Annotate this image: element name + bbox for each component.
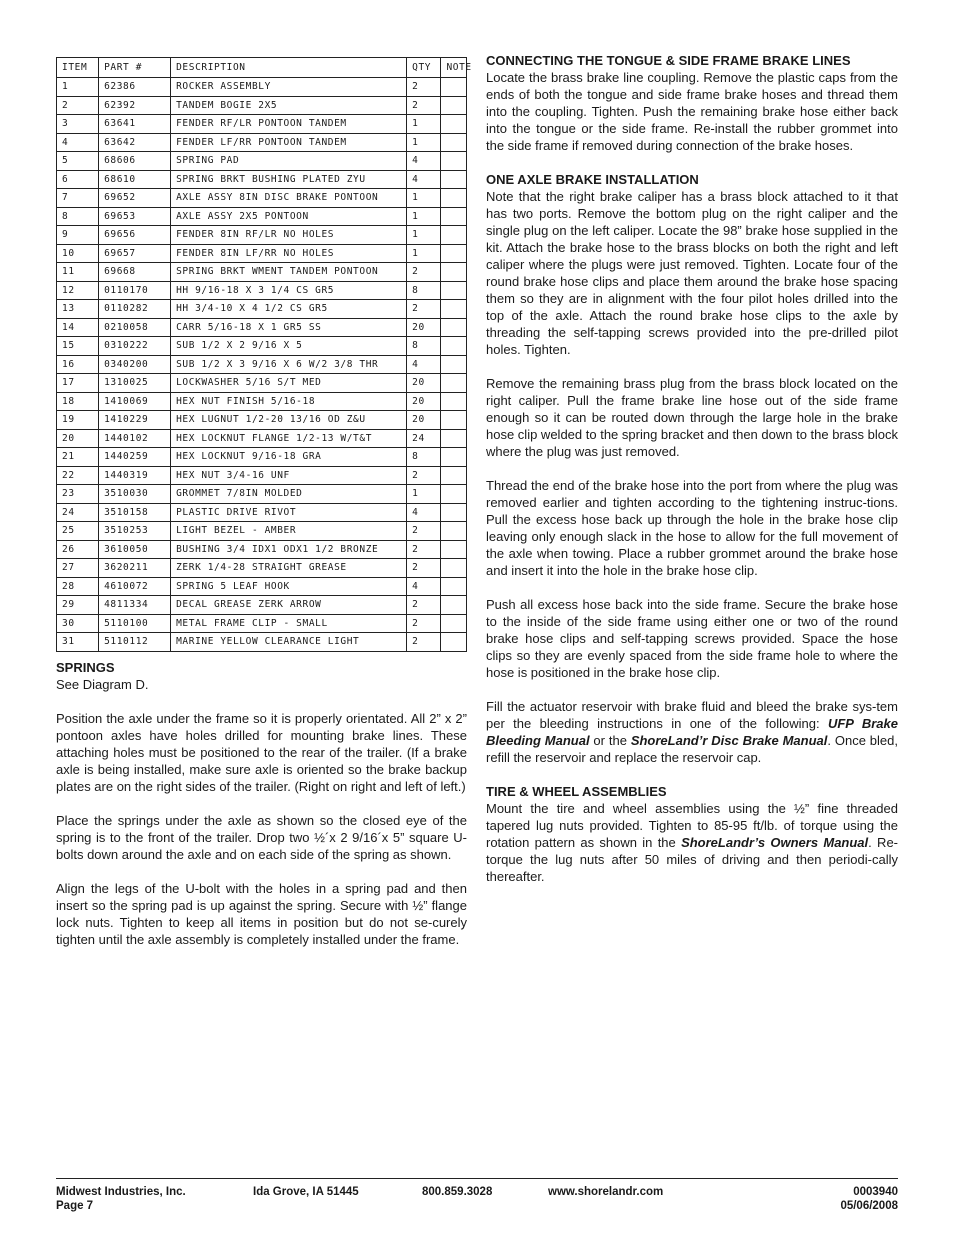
part-number-cell: 0110282 xyxy=(99,300,171,319)
table-row xyxy=(57,263,467,282)
description-cell: FENDER LF/RR PONTOON TANDEM xyxy=(171,133,407,152)
footer-company: Midwest Industries, Inc. xyxy=(56,1186,186,1198)
parts-table xyxy=(56,57,472,652)
springs-paragraph-3: Align the legs of the U-bolt with the holes in a spring pad and then insert so the spring pad is up against the spring. Secure with ½” flange lock nuts. Tighten to keep all items in position but do not se-curely tighten until the axle assembly is completely installed under the frame. xyxy=(56,881,467,947)
table-row xyxy=(57,337,467,356)
table-row xyxy=(57,300,467,319)
item-cell: 2 xyxy=(57,96,99,115)
one-axle-paragraph-3: Thread the end of the brake hose into the port from where the plug was removed earlier and tighten according to the tightening instruc-tions. Pull the excess hose back up through the hole in the brake hose clip leaving only enough slack in the hose to allow for the full movement of the axle when towing. Place a rubber grommet around the brake hose and insert it into the hole in the brake hose clip. xyxy=(486,478,898,578)
note-cell xyxy=(441,355,467,374)
table-row xyxy=(57,226,467,245)
table-row xyxy=(57,207,467,226)
table-row xyxy=(57,577,467,596)
table-row xyxy=(57,170,467,189)
item-cell: 11 xyxy=(57,263,99,282)
footer-city: Ida Grove, IA 51445 xyxy=(253,1186,359,1198)
item-cell: 23 xyxy=(57,485,99,504)
qty-cell: 2 xyxy=(407,614,441,633)
part-number-cell: 3510253 xyxy=(99,522,171,541)
note-cell xyxy=(441,207,467,226)
springs-heading: SPRINGS xyxy=(56,660,115,675)
description-cell: GROMMET 7/8IN MOLDED xyxy=(171,485,407,504)
qty-cell: 4 xyxy=(407,503,441,522)
table-row xyxy=(57,281,467,300)
part-number-cell: 1410069 xyxy=(99,392,171,411)
brake-lines-heading: CONNECTING THE TONGUE & SIDE FRAME BRAKE LINES xyxy=(486,53,851,68)
left-text-column xyxy=(56,659,467,965)
owners-manual-title: ShoreLandr’s Owners Manual xyxy=(681,835,869,850)
qty-cell: 2 xyxy=(407,78,441,97)
qty-cell: 20 xyxy=(407,411,441,430)
item-cell: 30 xyxy=(57,614,99,633)
springs-see-diagram: See Diagram D. xyxy=(56,677,149,692)
table-row xyxy=(57,244,467,263)
part-number-cell: 3510030 xyxy=(99,485,171,504)
footer-doc-block xyxy=(840,1185,898,1213)
item-cell: 8 xyxy=(57,207,99,226)
note-cell xyxy=(441,133,467,152)
qty-cell: 1 xyxy=(407,115,441,134)
table-row xyxy=(57,133,467,152)
qty-cell: 8 xyxy=(407,281,441,300)
note-cell xyxy=(441,614,467,633)
column-header-qty: QTY xyxy=(407,58,441,78)
one-axle-brake-heading: ONE AXLE BRAKE INSTALLATION xyxy=(486,172,699,187)
table-row xyxy=(57,96,467,115)
item-cell: 16 xyxy=(57,355,99,374)
description-cell: SPRING PAD xyxy=(171,152,407,171)
table-row xyxy=(57,485,467,504)
bleeding-text-c: or the xyxy=(589,733,631,748)
part-number-cell: 69652 xyxy=(99,189,171,208)
description-cell: BUSHING 3/4 IDX1 ODX1 1/2 BRONZE xyxy=(171,540,407,559)
note-cell xyxy=(441,115,467,134)
part-number-cell: 1440319 xyxy=(99,466,171,485)
part-number-cell: 63641 xyxy=(99,115,171,134)
note-cell xyxy=(441,337,467,356)
note-cell xyxy=(441,318,467,337)
description-cell: TANDEM BOGIE 2X5 xyxy=(171,96,407,115)
item-cell: 10 xyxy=(57,244,99,263)
table-header-row xyxy=(57,58,467,78)
part-number-cell: 4610072 xyxy=(99,577,171,596)
qty-cell: 2 xyxy=(407,466,441,485)
part-number-cell: 3620211 xyxy=(99,559,171,578)
part-number-cell: 0210058 xyxy=(99,318,171,337)
description-cell: SPRING BRKT WMENT TANDEM PONTOON xyxy=(171,263,407,282)
note-cell xyxy=(441,189,467,208)
description-cell: MARINE YELLOW CLEARANCE LIGHT xyxy=(171,633,407,652)
note-cell xyxy=(441,448,467,467)
note-cell xyxy=(441,577,467,596)
note-cell xyxy=(441,244,467,263)
qty-cell: 2 xyxy=(407,263,441,282)
part-number-cell: 69657 xyxy=(99,244,171,263)
item-cell: 1 xyxy=(57,78,99,97)
table-row xyxy=(57,503,467,522)
item-cell: 29 xyxy=(57,596,99,615)
item-cell: 22 xyxy=(57,466,99,485)
item-cell: 24 xyxy=(57,503,99,522)
column-header-item: ITEM xyxy=(57,58,99,78)
one-axle-paragraph-4: Push all excess hose back into the side frame. Secure the brake hose to the inside of the side frame using either one or two of the round brake hose clips and self-tapping screws provided. Space the hose clips so they are evenly spaced from the side frame hole to where the hose is positioned in the brake hose clip. xyxy=(486,597,898,680)
note-cell xyxy=(441,96,467,115)
note-cell xyxy=(441,633,467,652)
item-cell: 31 xyxy=(57,633,99,652)
bleeding-text-e: . Once bled, refill the reservoir and replace the reservoir cap. xyxy=(486,733,898,765)
description-cell: HH 3/4-10 X 4 1/2 CS GR5 xyxy=(171,300,407,319)
description-cell: AXLE ASSY 2X5 PONTOON xyxy=(171,207,407,226)
item-cell: 27 xyxy=(57,559,99,578)
description-cell: SPRING 5 LEAF HOOK xyxy=(171,577,407,596)
part-number-cell: 62386 xyxy=(99,78,171,97)
table-row xyxy=(57,152,467,171)
tire-text-a: Mount the tire and wheel assemblies using the ½” fine threaded tapered lug nuts provided. Tighten to 85-95 ft/lb. of torque using the rotation pattern as shown in the xyxy=(486,801,898,850)
one-axle-paragraph-2: Remove the remaining brass plug from the brass block located on the right caliper. Pull the frame brake line hose out of the side frame enough so it can be routed down through the large hole in the brake hose clip welded to the spring bracket and then down to the brass block where the plug was just removed. xyxy=(486,376,898,459)
description-cell: CARR 5/16-18 X 1 GR5 SS xyxy=(171,318,407,337)
note-cell xyxy=(441,596,467,615)
qty-cell: 20 xyxy=(407,392,441,411)
description-cell: LIGHT BEZEL - AMBER xyxy=(171,522,407,541)
table-row xyxy=(57,596,467,615)
description-cell: LOCKWASHER 5/16 S/T MED xyxy=(171,374,407,393)
item-cell: 13 xyxy=(57,300,99,319)
note-cell xyxy=(441,300,467,319)
one-axle-paragraph-1: Note that the right brake caliper has a brass block attached to it that has two ports. Remove the bottom plug on the right caliper and the single plug on the left caliper. Locate the 98” brake hose supplied in the kit. Attach the brake hose to the brass blocks on both the right and left caliper where the plugs were just removed. Tighten. Locate four of the round brake hose clips and place them around the brake hose spacing them so they are in alignment with the four pilot holes drilled into the top of the axle. Attach the round brake hose clips to the axle by threading the self-tapping screws provided into the pre-drilled pilot holes. Tighten. xyxy=(486,189,898,357)
description-cell: FENDER 8IN LF/RR NO HOLES xyxy=(171,244,407,263)
part-number-cell: 0310222 xyxy=(99,337,171,356)
bleeding-paragraph xyxy=(486,698,898,766)
description-cell: PLASTIC DRIVE RIVOT xyxy=(171,503,407,522)
part-number-cell: 3610050 xyxy=(99,540,171,559)
description-cell: HEX NUT 3/4-16 UNF xyxy=(171,466,407,485)
qty-cell: 2 xyxy=(407,522,441,541)
qty-cell: 20 xyxy=(407,374,441,393)
item-cell: 19 xyxy=(57,411,99,430)
footer-company-block xyxy=(56,1185,186,1213)
springs-paragraph-2: Place the springs under the axle as shown so the closed eye of the spring is to the front of the trailer. Drop two ½´x 2 9/16´x 5” square U-bolts down around the axle and on each side of the spring as shown. xyxy=(56,813,467,862)
note-cell xyxy=(441,429,467,448)
table-row xyxy=(57,614,467,633)
part-number-cell: 62392 xyxy=(99,96,171,115)
footer-website: www.shorelandr.com xyxy=(548,1186,664,1198)
qty-cell: 1 xyxy=(407,189,441,208)
note-cell xyxy=(441,281,467,300)
table-row xyxy=(57,411,467,430)
table-row xyxy=(57,115,467,134)
part-number-cell: 4811334 xyxy=(99,596,171,615)
tire-wheel-heading: TIRE & WHEEL ASSEMBLIES xyxy=(486,784,667,799)
footer-phone: 800.859.3028 xyxy=(422,1186,493,1198)
footer-doc-number: 0003940 xyxy=(853,1186,898,1198)
description-cell: METAL FRAME CLIP - SMALL xyxy=(171,614,407,633)
column-header-note: NOTE xyxy=(441,58,467,78)
qty-cell: 2 xyxy=(407,633,441,652)
brake-lines-paragraph: Locate the brass brake line coupling. Remove the plastic caps from the ends of both the tongue and side frame brake hoses and thread them into the coupling. Tighten. Push the remaining brake hose either back into the tongue or the side frame. Re-install the rubber grommet into the side frame if removed during connection of the brake hoses. xyxy=(486,70,898,153)
item-cell: 26 xyxy=(57,540,99,559)
note-cell xyxy=(441,411,467,430)
tire-text-c: . Re-torque the lug nuts after 50 miles of driving and then periodi-cally thereafter. xyxy=(486,835,899,884)
description-cell: FENDER RF/LR PONTOON TANDEM xyxy=(171,115,407,134)
note-cell xyxy=(441,152,467,171)
item-cell: 4 xyxy=(57,133,99,152)
table-row xyxy=(57,355,467,374)
item-cell: 28 xyxy=(57,577,99,596)
qty-cell: 8 xyxy=(407,448,441,467)
note-cell xyxy=(441,540,467,559)
table-row xyxy=(57,522,467,541)
description-cell: SUB 1/2 X 2 9/16 X 5 xyxy=(171,337,407,356)
qty-cell: 2 xyxy=(407,300,441,319)
item-cell: 7 xyxy=(57,189,99,208)
qty-cell: 4 xyxy=(407,170,441,189)
table-row xyxy=(57,540,467,559)
springs-paragraph-1: Position the axle under the frame so it is properly orientated. All 2” x 2” pontoon axles have holes drilled for mounting brake lines. These attaching holes must be positioned to the rear of the trailer. (If a brake axle is being installed, make sure axle is oriented so the brake backup plates are on the right sides of the trailer. (Right on right and left of left.) xyxy=(56,711,467,794)
note-cell xyxy=(441,466,467,485)
qty-cell: 4 xyxy=(407,152,441,171)
description-cell: ZERK 1/4-28 STRAIGHT GREASE xyxy=(171,559,407,578)
qty-cell: 1 xyxy=(407,207,441,226)
qty-cell: 1 xyxy=(407,226,441,245)
part-number-cell: 0110170 xyxy=(99,281,171,300)
description-cell: HH 9/16-18 X 3 1/4 CS GR5 xyxy=(171,281,407,300)
item-cell: 20 xyxy=(57,429,99,448)
footer-date: 05/06/2008 xyxy=(840,1200,898,1212)
table-row xyxy=(57,448,467,467)
table-row xyxy=(57,318,467,337)
qty-cell: 8 xyxy=(407,337,441,356)
item-cell: 18 xyxy=(57,392,99,411)
description-cell: SUB 1/2 X 3 9/16 X 6 W/2 3/8 THR xyxy=(171,355,407,374)
qty-cell: 2 xyxy=(407,96,441,115)
note-cell xyxy=(441,170,467,189)
qty-cell: 1 xyxy=(407,485,441,504)
item-cell: 9 xyxy=(57,226,99,245)
item-cell: 14 xyxy=(57,318,99,337)
item-cell: 25 xyxy=(57,522,99,541)
note-cell xyxy=(441,522,467,541)
note-cell xyxy=(441,392,467,411)
part-number-cell: 1310025 xyxy=(99,374,171,393)
qty-cell: 20 xyxy=(407,318,441,337)
disc-brake-manual-title: ShoreLand’r Disc Brake Manual xyxy=(630,733,828,748)
note-cell xyxy=(441,485,467,504)
description-cell: ROCKER ASSEMBLY xyxy=(171,78,407,97)
part-number-cell: 3510158 xyxy=(99,503,171,522)
item-cell: 5 xyxy=(57,152,99,171)
table-row xyxy=(57,392,467,411)
table-row xyxy=(57,78,467,97)
column-header-part: PART # xyxy=(99,58,171,78)
note-cell xyxy=(441,263,467,282)
description-cell: HEX LUGNUT 1/2-20 13/16 OD Z&U xyxy=(171,411,407,430)
note-cell xyxy=(441,78,467,97)
footer-page-number: Page 7 xyxy=(56,1200,94,1212)
item-cell: 3 xyxy=(57,115,99,134)
bleeding-text-a: Fill the actuator reservoir with brake fluid and bleed the brake sys-tem per the bleeding instructions in one of the following: xyxy=(486,699,898,731)
qty-cell: 2 xyxy=(407,596,441,615)
footer-divider xyxy=(56,1178,898,1179)
table-row xyxy=(57,559,467,578)
qty-cell: 4 xyxy=(407,577,441,596)
note-cell xyxy=(441,503,467,522)
part-number-cell: 1410229 xyxy=(99,411,171,430)
item-cell: 15 xyxy=(57,337,99,356)
part-number-cell: 1440259 xyxy=(99,448,171,467)
description-cell: AXLE ASSY 8IN DISC BRAKE PONTOON xyxy=(171,189,407,208)
table-row xyxy=(57,633,467,652)
item-cell: 21 xyxy=(57,448,99,467)
qty-cell: 1 xyxy=(407,244,441,263)
tire-wheel-paragraph xyxy=(486,800,898,885)
description-cell: HEX LOCKNUT 9/16-18 GRA xyxy=(171,448,407,467)
qty-cell: 2 xyxy=(407,540,441,559)
right-text-column xyxy=(486,52,898,902)
item-cell: 17 xyxy=(57,374,99,393)
note-cell xyxy=(441,374,467,393)
description-cell: HEX LOCKNUT FLANGE 1/2-13 W/T&T xyxy=(171,429,407,448)
part-number-cell: 1440102 xyxy=(99,429,171,448)
table-row xyxy=(57,466,467,485)
part-number-cell: 69656 xyxy=(99,226,171,245)
qty-cell: 2 xyxy=(407,559,441,578)
part-number-cell: 5110100 xyxy=(99,614,171,633)
ufp-manual-title: UFP Brake Bleeding Manual xyxy=(486,716,898,748)
table-row xyxy=(57,429,467,448)
part-number-cell: 5110112 xyxy=(99,633,171,652)
qty-cell: 1 xyxy=(407,133,441,152)
note-cell xyxy=(441,559,467,578)
note-cell xyxy=(441,226,467,245)
table-row xyxy=(57,189,467,208)
part-number-cell: 0340200 xyxy=(99,355,171,374)
description-cell: SPRING BRKT BUSHING PLATED ZYU xyxy=(171,170,407,189)
description-cell: DECAL GREASE ZERK ARROW xyxy=(171,596,407,615)
table-row xyxy=(57,374,467,393)
column-header-description: DESCRIPTION xyxy=(171,58,407,78)
part-number-cell: 68610 xyxy=(99,170,171,189)
part-number-cell: 69668 xyxy=(99,263,171,282)
part-number-cell: 68606 xyxy=(99,152,171,171)
description-cell: HEX NUT FINISH 5/16-18 xyxy=(171,392,407,411)
description-cell: FENDER 8IN RF/LR NO HOLES xyxy=(171,226,407,245)
item-cell: 12 xyxy=(57,281,99,300)
parts-table-body xyxy=(57,78,467,652)
item-cell: 6 xyxy=(57,170,99,189)
part-number-cell: 69653 xyxy=(99,207,171,226)
qty-cell: 4 xyxy=(407,355,441,374)
qty-cell: 24 xyxy=(407,429,441,448)
part-number-cell: 63642 xyxy=(99,133,171,152)
